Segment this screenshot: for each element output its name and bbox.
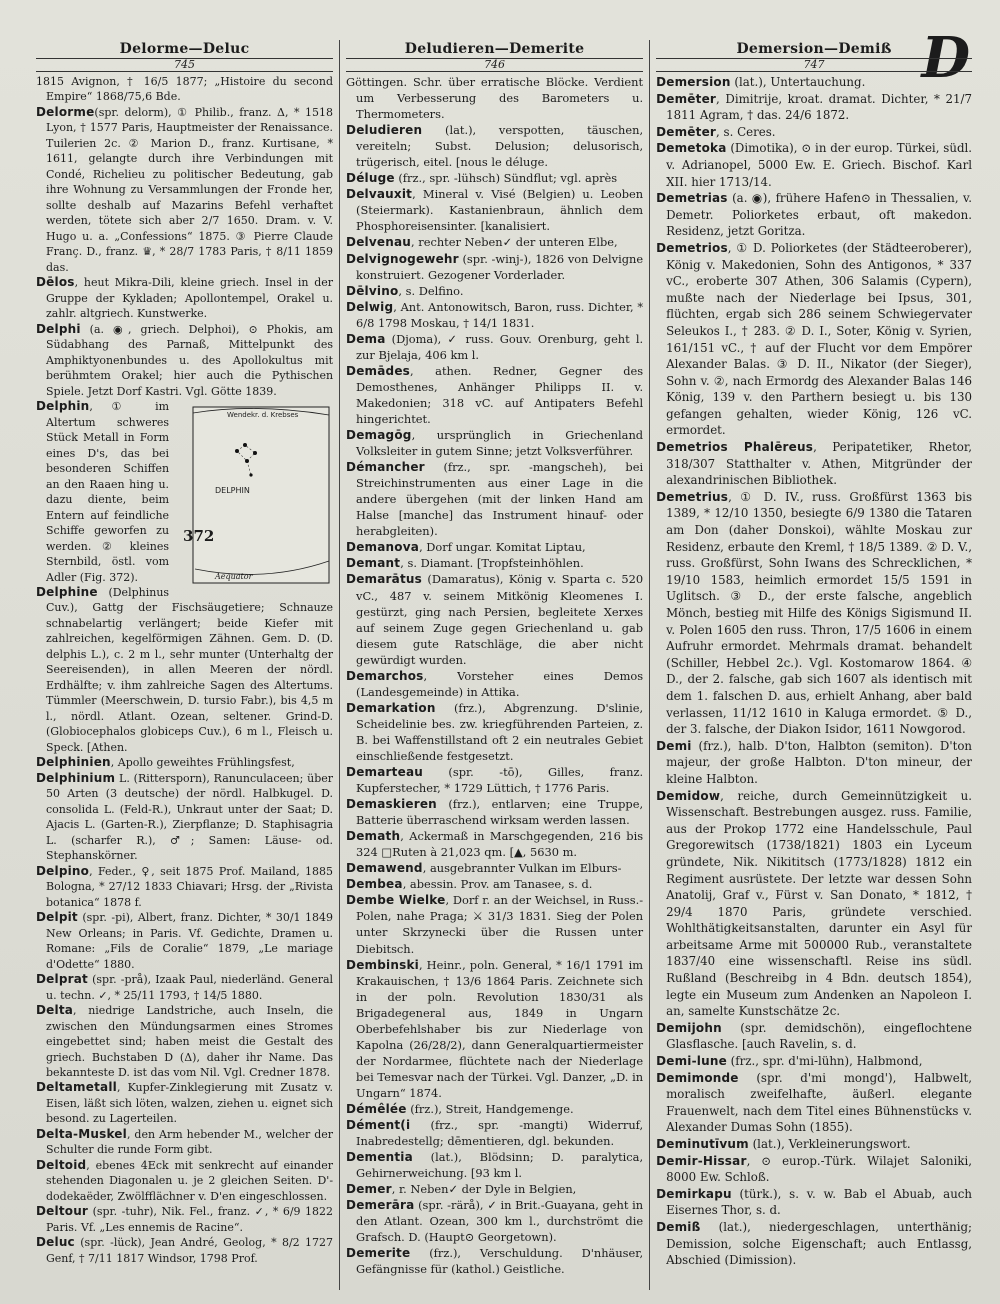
entry-headword: Delphinien (36, 755, 111, 770)
dictionary-entry (36, 1080, 333, 1126)
entry-headword: Demant (346, 556, 401, 571)
entry-text: , ursprünglich in Griechenland Volksleiter in gutem Sinne; jetzt Volksverführer. (356, 428, 644, 459)
entry-text: (spr. -prå), Izaak Paul, niederländ. General u. techn. ✓, * 25/11 1793, † 14/5 1880. (46, 973, 334, 1002)
entry-text: (lat.), Blödsinn; D. paralytica, Gehirnerweichung. [93 km l. (356, 1150, 644, 1181)
column-3 (650, 40, 978, 1290)
entry-text: Göttingen. Schr. über erratische Blöcke. Verdient um Verbesserung des Barometers u. Thermometers. (346, 75, 644, 122)
dictionary-entry (346, 331, 643, 363)
dictionary-entry (36, 275, 333, 321)
entry-text: , ausgebrannter Vulkan im Elburs- (422, 861, 622, 876)
entry-text: , s. Ceres. (716, 124, 776, 139)
dictionary-entry (346, 1117, 643, 1149)
dictionary-entry (656, 1020, 972, 1053)
entry-headword: Demetrios Phalēreus (656, 440, 814, 455)
dictionary-entry (346, 363, 643, 427)
entry-text: (a. ◉, griech. Delphoi), ⊙ Phokis, am Südabhang des Parnaß, Mittelpunkt des Amphiktyonenbundes u. des Apollokultus mit berühmtem Orakel; hier auch die Pythischen Spiele. Jetzt Dorf Kastri. Vgl. Götte 1839. (46, 322, 334, 398)
entry-headword: Demersion (656, 75, 731, 89)
dictionary-entry (346, 539, 643, 555)
entry-headword: Delvauxit (346, 187, 413, 202)
column-2-body (346, 74, 643, 1278)
dictionary-entry (346, 459, 643, 539)
entry-text: L. (Rittersporn), Ranunculaceen; über 50 Arten (3 deutsche) der nördl. Halbkugel. D. consolida L. (Feld-R.), Unkraut unter der Saat; D. Ajacis L. (Garten-R.), Zierpflanze; D. Staphisagria L. (scharfer R.), ♂; Samen: Läuse- od. Stephanskörner. (46, 771, 334, 863)
entry-text: , ⊙ europ.-Türk. Wilajet Saloniki, 8000 Ew. Schloß. (666, 1153, 973, 1185)
entry-text: , Feder., ♀, seit 1875 Prof. Mailand, 1885 Bologna, * 27/12 1833 Chiavari; Hrsg. der „Rivista botanica“ 1878 f. (46, 864, 334, 909)
entry-text: , Apollo geweihtes Frühlingsfest, (110, 756, 295, 770)
dictionary-entry (36, 864, 333, 910)
dictionary-entry (656, 91, 972, 124)
dictionary-entry (656, 140, 972, 190)
entry-headword: Dēlos (36, 275, 75, 290)
dictionary-entry (656, 1219, 972, 1269)
column-2 (340, 40, 650, 1290)
entry-text: , ① im Altertum schweres Stück Metall in Form eines D's, das bei besonderen Schiffen an den Raaen hing u. dazu diente, beim Entern auf feindliche Schiffe geworfen zu werden. ② kleines Sternbild, östl. vom Adler (Fig. 372). (46, 400, 170, 584)
entry-text: (Damaratus), König v. Sparta c. 520 vC., 487 v. seinem Mitkönig Kleomenes I. gestürzt, ging nach Persien, begleitete Xerxes auf seinem Zuge gegen Griechenland u. gab diesem gute Ratschläge, die aber nicht gewürdigt wurden. (356, 572, 644, 667)
dictionary-entry (36, 1158, 333, 1204)
entry-text: , Dorf r. an der Weichsel, in Russ.-Polen, nahe Praga; ⚔ 31/3 1831. Sieg der Polen unter Skrzynecki über die Russen unter Diebitsch. (356, 893, 644, 956)
entry-text: (spr. demidschön), eingeflochtene Glasflasche. [auch Ravelin, s. d. (666, 1020, 973, 1052)
dictionary-entry (656, 738, 972, 788)
entry-headword: Demiß (656, 1219, 701, 1234)
entry-text: (frz.), Streit, Handgemenge. (406, 1102, 574, 1116)
dictionary-entry (36, 1127, 333, 1158)
entry-headword: Delphinium (36, 770, 116, 785)
entry-text: , reiche, durch Gemeinnützigkeit u. Wissenschaft. Bestrebungen ausgez. russ. Familie, aus der Prokop 1772 eine Handelsschule, Paul Gregorewitsch (1738/1821) 1803 ein Lyceum gründete, Nik. Nikititsch (1773/1828) 1812 ein Regiment ausrüstete. Der letzte war dessen Sohn Anatolij, Graf v., Fürst v. San Donato, * 1812, † 29/4 1870 Paris, gründete verschied. Wohlthätigkeitsanstalten, darunter ein Asyl für arbeitsame Arme mit 500000 Rub., veranstaltete 1837/40 eine wissenschaftl. Reise ins südl. Rußland (Beschreibg in 4 Bdn. deutsch 1854), legte ein Museum zum Andenken an Napoleon I. an, samelte Kunstschätze 2c. (666, 788, 973, 1019)
entry-headword: Demarteau (346, 765, 423, 780)
dictionary-entry (346, 668, 643, 700)
entry-headword: Demi (656, 738, 692, 753)
dictionary-entry (346, 234, 643, 250)
entry-headword: Demerāra (346, 1198, 415, 1213)
entry-headword: Demēter (656, 91, 717, 106)
entry-headword: Delorme (36, 104, 95, 119)
dictionary-entry (36, 910, 333, 972)
figure-constellation-name: DELPHIN (215, 486, 250, 496)
dictionary-entry (346, 1149, 643, 1181)
dictionary-entry (346, 892, 643, 956)
entry-headword: Dembe Wielke (346, 893, 446, 908)
entry-headword: Demer (346, 1182, 392, 1197)
dictionary-entry (346, 571, 643, 667)
dictionary-entry (36, 585, 333, 755)
entry-text: (spr. -tō), Gilles, franz. Kupferstecher, * 1729 Lüttich, † 1776 Paris. (356, 765, 644, 796)
dictionary-entry (346, 74, 643, 122)
entry-headword: Demetrius (656, 489, 729, 504)
entry-text: (spr. -tuhr), Nik. Fel., franz. ✓, * 6/9 1822 Paris. Vf. „Les ennemis de Racine“. (46, 1205, 334, 1234)
entry-headword: Demerite (346, 1246, 411, 1261)
entry-text: , den Arm hebender M., welcher der Schulter die runde Form gibt. (46, 1127, 334, 1157)
entry-headword: Demi-lune (656, 1054, 727, 1069)
entry-text: (a. ◉), frühere Hafen⊙ in Thessalien, v. Demetr. Poliorketes erbaut, oft makedon. Residenz, jetzt Goritza. (666, 191, 973, 239)
entry-headword: Delta-Muskel (36, 1126, 127, 1141)
entry-headword: Demagōg (346, 428, 412, 443)
entry-text: (lat.), Untertauchung. (730, 75, 866, 89)
entry-headword: Demimonde (656, 1070, 739, 1085)
page-columns (30, 40, 978, 1290)
entry-text: , Ant. Antonowitsch, Baron, russ. Dichter, * 6/8 1798 Moskau, † 14/1 1831. (356, 299, 644, 330)
dictionary-entry (346, 860, 643, 876)
dictionary-entry (346, 1101, 643, 1117)
figure-372-delphin-constellation (175, 401, 333, 591)
figure-number: 372 (183, 527, 215, 546)
entry-text: (spr. -winj-), 1826 von Delvigne konstruiert. Gezogener Vorderlader. (356, 251, 644, 282)
dictionary-entry (36, 755, 333, 770)
entry-text: , Peripatetiker, Rhetor, 318/307 Statthalter v. Athen, Mitgründer der alexandrinischen Bibliothek. (666, 440, 973, 488)
entry-headword: Demath (346, 829, 401, 844)
entry-headword: Delphine (36, 584, 98, 599)
entry-headword: Demaskieren (346, 797, 437, 812)
dictionary-entry (36, 1204, 333, 1235)
entry-text: (Djoma), ✓ russ. Gouv. Orenburg, geht l. zur Bjelaja, 406 km l. (356, 331, 644, 362)
entry-text: , rechter Neben✓ der unteren Elbe, (411, 235, 618, 250)
entry-text: (frz.), Verschuldung. D'nhäuser, Gefängnisse für (kathol.) Geistliche. (356, 1246, 644, 1277)
entry-text: , athen. Redner, Gegner des Demosthenes, Anhänger Philipps II. v. Makedonien; 318 vC. auf Antipaters Befehl hingerichtet. (356, 363, 644, 426)
dictionary-entry (656, 1070, 972, 1136)
dictionary-entry (346, 1197, 643, 1245)
dictionary-entry (36, 1235, 333, 1266)
entry-headword: Dembinski (346, 957, 419, 972)
entry-text: , Dimitrije, kroat. dramat. Dichter, * 21/7 1811 Agram, † das. 24/6 1872. (666, 91, 973, 123)
entry-headword: Demēter (656, 124, 717, 139)
entry-text: , s. Diamant. [Tropfsteinhöhlen. (400, 556, 584, 571)
entry-text: (spr. delorm), ① Philib., franz. Δ, * 1518 Lyon, † 1577 Paris, Hauptmeister der Renaissance. Tuilerien 2c. ② Marion D., franz. Kurtisane, * 1611, gelangte durch ihre Verbindungen mit Condé, Richelieu zu politischer Bedeutung, gab ihre Wohnung zu Versammlungen der Fronde her, sollte deshalb auf Mazarins Befehl verhaftet werden, tötete sich aber 2/7 1650. Dram. v. V. Hugo u. a. „Confessions“ 1875. ③ Pierre Claude Franç. D., franz. ♛, * 28/7 1783 Paris, † 8/11 1859 das. (46, 105, 334, 274)
entry-headword: Dément(i (346, 1118, 411, 1133)
column-1 (30, 40, 340, 1290)
entry-text: (lat.), Verkleinerungswort. (748, 1137, 911, 1151)
entry-headword: Delvenau (346, 235, 412, 250)
entry-headword: Delvignogewehr (346, 251, 459, 266)
constellation-map (175, 401, 333, 591)
entry-headword: Demarchos (346, 668, 424, 683)
entry-text: (Delphinus Cuv.), Gattg der Fischsäugetiere; Schnauze schnabelartig verlängert; beide Kiefer mit zahlreichen, kegelförmigen Zähnen. Gem. D. (D. delphis L.), c. 2 m l., sehr munter (Unterhaltg der Seereisenden), in allen Meeren der nördl. Erdhälfte; v. ihm zahlreiche Sagen des Altertums. Tümmler (Meerschwein, D. tursio Fabr.), bis 4,5 m l., nördl. Atlant. Ozean, seltener. Grind-D. (Globiocephalos globiceps Cuv.), 6 m l., Fleisch u. Speck. [Athen. (46, 585, 334, 754)
entry-headword: Demidow (656, 788, 721, 803)
column-3-body (656, 74, 972, 1269)
dictionary-entry (656, 788, 972, 1020)
entry-headword: Demir-Hissar (656, 1153, 747, 1168)
entry-text: (frz.), Abgrenzung. D'slinie, Scheidelinie bes. zw. kriegführenden Parteien, z. B. bei Waffenstillstand oft 2 ein neutrales Gebiet einschließende festgesetzt. (356, 700, 644, 763)
entry-headword: Dema (346, 331, 386, 346)
entry-text: (frz., spr. d'mi-lühn), Halbmond, (726, 1054, 923, 1069)
entry-headword: Delta (36, 1003, 74, 1018)
dictionary-entry (656, 1153, 972, 1186)
entry-text: 1815 Avignon, † 16/5 1877; „Histoire du second Empire“ 1868/75,6 Bde. (36, 75, 334, 104)
entry-text: (spr. d'mi mongd'), Halbwelt, moralisch zweifelhafte, äußerl. elegante Frauenwelt, nach dem Titel eines Bühnenstücks v. Alexander Dumas Sohn (1855). (666, 1070, 973, 1135)
entry-text: (lat.), verspotten, täuschen, vereiteln; Subst. Delusion; delusorisch, trügerisch, eitel. [nous le déluge. (356, 123, 644, 170)
page-number-747: 747 (656, 58, 972, 72)
entry-text: , Heinr., poln. General, * 16/1 1791 im Krakauischen, † 13/6 1864 Paris. Zeichnete sich in der poln. Revolution 1830/31 als Brigadegeneral aus, 1849 in Ungarn Oberbefehlshaber bis zur Niederlage von Kapolna (26/28/2), dann Generalquartiermeister der Nordarmee, flüchtete nach der Niederlage bei Temesvar nach der Türkei. Vgl. Danzer, „D. in Ungarn“ 1874. (356, 957, 644, 1100)
entry-text: (frz.), halb. D'ton, Halbton (semiton). D'ton majeur, der große Halbton. D'ton mineur, der kleine Halbton. (666, 738, 973, 786)
entry-headword: Deluc (36, 1235, 75, 1250)
entry-text: (spr. -rärå), ✓ in Brit.-Guayana, geht in den Atlant. Ozean, 300 km l., durchströmt die Grafsch. D. (Haupt⊙ Georgetown). (356, 1198, 644, 1245)
entry-text: , s. Delfino. (398, 283, 464, 298)
entry-text: (frz.), entlarven; eine Truppe, Batterie überraschend wirksam werden lassen. (356, 797, 644, 828)
dictionary-entry (346, 957, 643, 1101)
entry-text: , Ackermaß in Marschgegenden, 216 bis 324 □Ruten à 21,023 qm. [▲, 5630 m. (356, 829, 644, 860)
dictionary-entry (346, 283, 643, 299)
column-1-header: Delorme—Deluc (119, 41, 250, 57)
entry-headword: Delwig (346, 299, 394, 314)
page-number-746: 746 (346, 58, 643, 72)
entry-text: (frz., spr. -lühsch) Sündflut; vgl. après (394, 171, 618, 186)
entry-text: , heut Mikra-Dili, kleine griech. Insel in der Gruppe der Kykladen; Apollontempel, Orakel u. zahlr. altgriech. Kunstwerke. (46, 276, 334, 321)
entry-headword: Deltour (36, 1204, 89, 1219)
entry-text: , Dorf ungar. Komitat Liptau, (419, 540, 586, 555)
dictionary-entry (36, 1003, 333, 1080)
dictionary-entry (656, 1136, 972, 1153)
dictionary-entry (656, 190, 972, 240)
column-1-body (36, 74, 333, 1266)
entry-headword: Demetrios (656, 240, 728, 255)
dictionary-entry (346, 764, 643, 796)
entry-headword: Demarkation (346, 700, 436, 715)
page-number-745: 745 (36, 58, 333, 72)
entry-text: , Mineral v. Visé (Belgien) u. Leoben (Steiermark). Kastanienbraun, ähnlich dem Phosphoreisensinter. [kanalisiert. (356, 187, 644, 234)
entry-headword: Démancher (346, 460, 425, 475)
dictionary-entry (656, 439, 972, 489)
entry-text: (lat.), niedergeschlagen, unterthänig; Demission, solche Eigenschaft; auch Entlassg, Abschied (Dimission). (666, 1219, 973, 1268)
entry-headword: Demawend (346, 861, 423, 876)
dictionary-entry (346, 796, 643, 828)
entry-headword: Deltoid (36, 1157, 87, 1172)
entry-headword: Demirkapu (656, 1186, 732, 1201)
entry-headword: Déluge (346, 171, 395, 186)
dictionary-entry (346, 122, 643, 170)
entry-headword: Dēlvino (346, 283, 399, 298)
entry-headword: Demanova (346, 540, 420, 555)
dictionary-entry (346, 555, 643, 571)
entry-text: (Dimotika), ⊙ in der europ. Türkei, südl. v. Adrianopel, 5000 Ew. E. Griech. Bischof. Karl XII. hier 1713/14. (666, 141, 973, 189)
dictionary-entry (346, 251, 643, 283)
dictionary-entry (36, 322, 333, 399)
entry-text: (frz., spr. -mangscheh), bei Streichinstrumenten aus einer Lage in die andere übergehen (mit der linken Hand am Halse [manche] das Instrument hinauf- oder herabgleiten). (356, 460, 644, 539)
dictionary-entry (36, 771, 333, 864)
entry-headword: Delprat (36, 972, 88, 987)
entry-text: (spr. -pi), Albert, franz. Dichter, * 30/1 1849 New Orleans; in Paris. Vf. Gedichte, Dramen u. Romane: „Fils de Coralie“ 1879, „Le mariage d'Odette“ 1880. (46, 911, 334, 971)
dictionary-entry (36, 972, 333, 1003)
entry-headword: Demādes (346, 363, 411, 378)
entry-text: , ① D. IV., russ. Großfürst 1363 bis 1389, * 12/10 1350, besiegte 6/9 1380 die Tataren am Don (daher Donskoi), wählte Moskau zur Residenz, erbaute den Kreml, † 18/5 1389. ② D. V., russ. Großfürst, Sohn Iwans des Schrecklichen, * 19/10 1583, heimlich ermordet 15/5 1591 in Uglitsch. ③ D., der erste falsche, angeblich Mönch, bestieg mit Hilfe des Königs Sigismund II. v. Polen 1605 den russ. Thron, 17/5 1606 in einem Aufruhr ermordet. Mehrmals dramat. behandelt (Schiller, Hebbel 2c.). Vgl. Kostomarow 1864. ④ D., der 2. falsche, gab sich 1607 als identisch mit dem 1. falschen D. aus, erhielt Anhang, aber bald verlassen, 11/12 1610 in Kaluga ermordet. ⑤ D., der 3. falsche, der Diakon Isidor, 1611 Nowgorod. (666, 489, 973, 737)
dictionary-entry (346, 427, 643, 459)
entry-text: , ① D. Poliorketes (der Städteeroberer), König v. Makedonien, Sohn des Antigonos, * 337 vC., eroberte 307 Athen, 306 Salamis (Cypern), mußte nach der Niederlage bei Ipsus, 301, flüchten, ergab sich 286 seinem Schwiegervater Seleukos I., † 283. ② D. I., Soter, König v. Syrien, 161/151 vC., † auf der Flucht vor dem Empörer Alexander Balas. ③ D. II., Nikator (der Sieger), Sohn v. ②, nach Ermordg des Alexander Balas 146 König, 139 v. den Parthern besiegt u. bis 130 gefangen gehalten, wieder König, 126 vC. ermordet. (666, 240, 973, 438)
entry-headword: Deminutīvum (656, 1137, 749, 1151)
dictionary-entry (346, 186, 643, 234)
dictionary-entry (346, 299, 643, 331)
dictionary-entry (36, 105, 333, 275)
entry-headword: Dembea (346, 877, 403, 892)
dictionary-entry (656, 74, 972, 91)
dictionary-entry (346, 828, 643, 860)
entry-text: , ebenes 4Eck mit senkrecht auf einander stehenden Diagonalen u. je 2 gleichen Seiten. D'-dodekaëder, Zwölfflächner v. D'en eingeschlossen. (46, 1158, 334, 1203)
entry-headword: Demetrias (656, 191, 728, 206)
entry-headword: Deludieren (346, 123, 423, 138)
entry-headword: Démêlée (346, 1102, 407, 1116)
dictionary-entry (346, 876, 643, 892)
entry-headword: Delphi (36, 321, 81, 336)
dictionary-entry (656, 1053, 972, 1070)
dictionary-entry (656, 1186, 972, 1219)
dictionary-entry (346, 1181, 643, 1197)
entry-headword: Delpit (36, 910, 78, 925)
column-3-header: Demersion—Demiß (736, 41, 892, 57)
section-letter: D (921, 25, 970, 91)
dictionary-entry (346, 1245, 643, 1277)
dictionary-entry (36, 74, 333, 105)
entry-headword: Demijohn (656, 1020, 722, 1035)
entry-text: , Kupfer-Zinklegierung mit Zusatz v. Eisen, läßt sich löten, walzen, ziehen u. eignet sich besond. zu Lagerteilen. (46, 1081, 334, 1126)
figure-top-text: Wendekr. d. Krebses (227, 411, 299, 420)
entry-text: , niedrige Landstriche, auch Inseln, die zwischen den Mündungsarmen eines Stromes eingebettet sind; haben meist die Gestalt des griech. Buchstaben D (Δ), daher ihr Name. Das bekannteste D. ist das vom Nil. Vgl. Credner 1878. (46, 1004, 334, 1079)
dictionary-entry (656, 489, 972, 738)
entry-text: , r. Neben✓ der Dyle in Belgien, (391, 1182, 577, 1197)
entry-text: (spr. -lück), Jean André, Geolog, * 8/2 1727 Genf, † 7/11 1817 Windsor, 1798 Prof. (46, 1236, 334, 1265)
dictionary-entry (656, 124, 972, 141)
entry-text: , Vorsteher eines Demos (Landesgemeinde) in Attika. (356, 668, 644, 699)
entry-headword: Delphin (36, 399, 90, 414)
entry-headword: Demarātus (346, 572, 422, 587)
entry-headword: Delpino (36, 863, 90, 878)
entry-text: (frz., spr. -mangti) Widerruf, Inabredestellg; dēmentieren, dgl. bekunden. (356, 1118, 644, 1149)
entry-headword: Demetoka (656, 141, 727, 156)
entry-headword: Dementia (346, 1150, 413, 1165)
dictionary-entry (346, 170, 643, 186)
entry-headword: Deltametall (36, 1080, 117, 1095)
dictionary-entry (656, 240, 972, 439)
column-2-header: Deludieren—Demerite (404, 41, 585, 57)
entry-text: , abessin. Prov. am Tanasee, s. d. (402, 877, 593, 892)
entry-text: (türk.), s. v. w. Bab el Abuab, auch Eisernes Thor, s. d. (666, 1186, 973, 1218)
dictionary-entry (346, 700, 643, 764)
figure-bottom-text: Aequator (215, 572, 253, 582)
